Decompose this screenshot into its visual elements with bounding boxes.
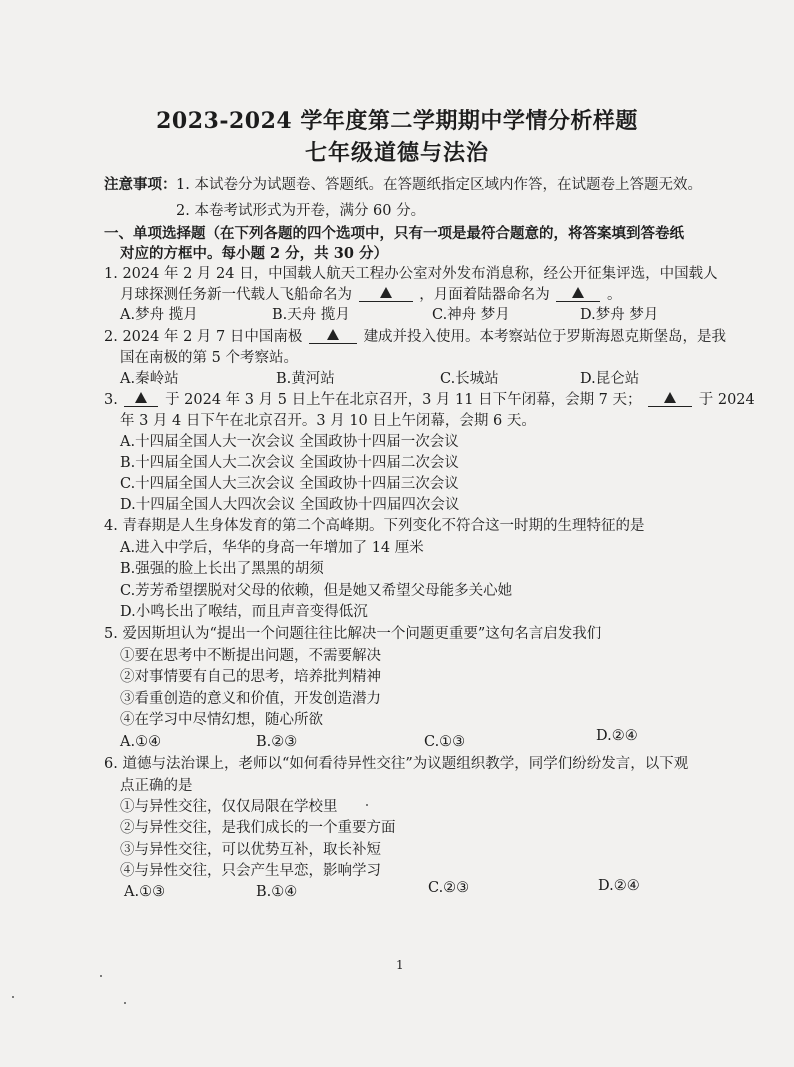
page-number: 1 xyxy=(396,958,404,972)
q1-text-c: 。 xyxy=(606,287,622,303)
section-heading: 一、单项选择题（在下列各题的四个选项中，只有一项是最符合题意的，将答案填到答卷纸 xyxy=(104,225,684,242)
q4-option-b: B.强强的脸上长出了黑黑的胡须 xyxy=(120,561,324,577)
triangle-icon xyxy=(572,287,584,298)
q6-option-c: C.②③ xyxy=(428,880,470,896)
scan-speck xyxy=(366,804,368,806)
scan-speck xyxy=(100,975,102,977)
q2-stem-line2: 国在南极的第 5 个考察站。 xyxy=(120,350,298,366)
q1-blank-2 xyxy=(556,285,600,302)
notice-item-1: 1. 本试卷分为试题卷、答题纸。在答题纸指定区域内作答，在试题卷上答题无效。 xyxy=(176,177,702,193)
q6-statement-3: ③与异性交往，可以优势互补，取长补短 xyxy=(120,842,381,858)
q5-option-d: D.②④ xyxy=(596,728,638,744)
q2-text-a: 2. 2024 年 2 月 7 日中国南极 xyxy=(104,329,303,345)
triangle-icon xyxy=(664,392,676,403)
q5-option-c: C.①③ xyxy=(424,734,466,750)
q5-stem: 5. 爱因斯坦认为“提出一个问题往往比解决一个问题更重要”这句名言启发我们 xyxy=(104,626,602,642)
q6-option-a: A.①③ xyxy=(124,884,166,900)
q1-stem-line1: 1. 2024 年 2 月 24 日，中国载人航天工程办公室对外发布消息称，经公开征集评选，中国载人 xyxy=(104,266,718,282)
q3-blank-2 xyxy=(648,390,692,407)
q6-stem-line1: 6. 道德与法治课上，老师以“如何看待异性交往”为议题组织教学，同学们纷纷发言，以下观 xyxy=(104,756,689,772)
q1-option-a: A.梦舟 揽月 xyxy=(120,307,198,323)
notice-item-2: 2. 本卷考试形式为开卷，满分 60 分。 xyxy=(176,203,426,219)
q2-option-d: D.昆仑站 xyxy=(580,371,640,387)
exam-title: 2023-2024 学年度第二学期期中学情分析样题 xyxy=(156,108,638,134)
q5-statement-3: ③看重创造的意义和价值，开发创造潜力 xyxy=(120,691,381,707)
q2-option-b: B.黄河站 xyxy=(276,371,335,387)
q3-text-c: 于 2024 xyxy=(698,392,755,408)
triangle-icon xyxy=(135,392,147,403)
q4-option-a: A.进入中学后，华华的身高一年增加了 14 厘米 xyxy=(120,540,424,556)
q6-statement-2: ②与异性交往，是我们成长的一个重要方面 xyxy=(120,820,396,836)
q5-statement-4: ④在学习中尽情幻想，随心所欲 xyxy=(120,712,323,728)
q4-option-c: C.芳芳希望摆脱对父母的依赖，但是她又希望父母能多关心她 xyxy=(120,583,513,599)
notice-label: 注意事项： xyxy=(104,176,177,193)
q3-stem-line2: 年 3 月 4 日下午在北京召开。3 月 10 日上午闭幕，会期 6 天。 xyxy=(120,413,536,429)
q3-option-a: A.十四届全国人大一次会议 全国政协十四届一次会议 xyxy=(120,434,459,450)
q2-blank xyxy=(309,327,357,344)
q3-text-a: 3. xyxy=(104,392,118,408)
q1-stem-line2 xyxy=(120,285,621,305)
triangle-icon xyxy=(327,329,339,340)
q1-text-a: 月球探测任务新一代载人飞船命名为 xyxy=(120,287,352,303)
q6-option-d: D.②④ xyxy=(598,878,640,894)
scan-speck xyxy=(12,996,14,998)
q5-option-a: A.①④ xyxy=(120,734,162,750)
section-heading-cont: 对应的方框中。每小题 2 分，共 30 分） xyxy=(120,245,388,262)
q5-option-b: B.②③ xyxy=(256,734,298,750)
scan-speck xyxy=(124,1002,126,1004)
q6-statement-4: ④与异性交往，只会产生早恋，影响学习 xyxy=(120,863,381,879)
q3-option-d: D.十四届全国人大四次会议 全国政协十四届四次会议 xyxy=(120,497,460,513)
q3-option-b: B.十四届全国人大二次会议 全国政协十四届二次会议 xyxy=(120,455,459,471)
q5-statement-2: ②对事情要有自己的思考，培养批判精神 xyxy=(120,669,381,685)
q1-text-b: ，月面着陆器命名为 xyxy=(419,287,550,303)
triangle-icon xyxy=(380,287,392,298)
exam-subtitle: 七年级道德与法治 xyxy=(304,140,489,166)
q3-blank-1 xyxy=(124,390,158,407)
q3-stem-line1 xyxy=(104,390,755,410)
q6-statement-1: ①与异性交往，仅仅局限在学校里 xyxy=(120,799,338,815)
q2-option-c: C.长城站 xyxy=(440,371,499,387)
q2-stem-line1 xyxy=(104,327,726,347)
q3-text-b: 于 2024 年 3 月 5 日上午在北京召开，3 月 11 日下午闭幕，会期 7 天； xyxy=(165,392,642,408)
q2-option-a: A.秦岭站 xyxy=(120,371,179,387)
q6-stem-line2: 点正确的是 xyxy=(120,778,193,794)
q2-text-b: 建成并投入使用。本考察站位于罗斯海恩克斯堡岛，是我 xyxy=(363,329,727,345)
q5-statement-1: ①要在思考中不断提出问题，不需要解决 xyxy=(120,648,381,664)
q1-option-d: D.梦舟 梦月 xyxy=(580,307,659,323)
q3-option-c: C.十四届全国人大三次会议 全国政协十四届三次会议 xyxy=(120,476,459,492)
q6-option-b: B.①④ xyxy=(256,884,298,900)
q4-option-d: D.小鸣长出了喉结，而且声音变得低沉 xyxy=(120,604,368,620)
q1-blank-1 xyxy=(359,285,413,302)
q1-option-c: C.神舟 梦月 xyxy=(432,307,510,323)
q1-option-b: B.天舟 揽月 xyxy=(272,307,350,323)
q4-stem: 4. 青春期是人生身体发育的第二个高峰期。下列变化不符合这一时期的生理特征的是 xyxy=(104,518,645,534)
